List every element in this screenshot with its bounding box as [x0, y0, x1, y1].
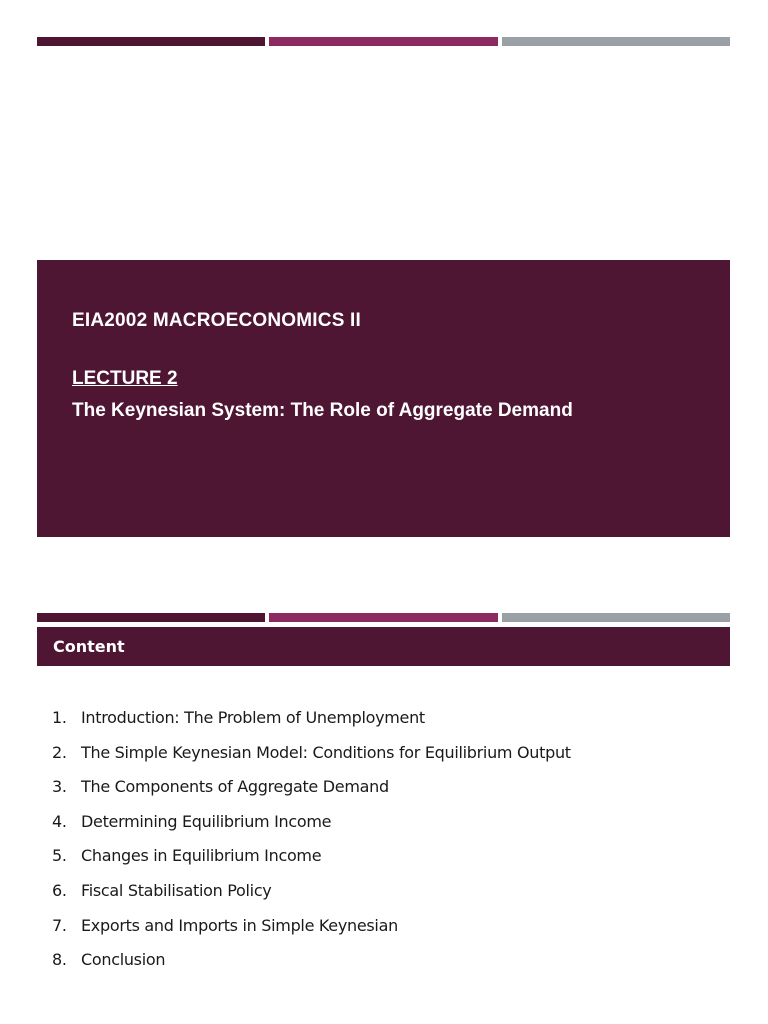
item-number: 5. [52, 846, 67, 866]
list-item [52, 846, 571, 881]
item-number: 4. [52, 811, 67, 831]
top-accent-bar [37, 37, 730, 46]
item-number: 8. [52, 950, 67, 970]
item-number: 2. [52, 742, 67, 762]
list-item [52, 950, 571, 985]
item-number: 3. [52, 777, 67, 797]
item-text: Fiscal Stabilisation Policy [81, 880, 272, 900]
accent-segment-magenta [269, 37, 497, 46]
item-text: Exports and Imports in Simple Keynesian [81, 915, 398, 935]
accent-segment-gray [502, 37, 730, 46]
item-number: 7. [52, 915, 67, 935]
content-header: Content [37, 627, 730, 666]
content-accent-bar [37, 613, 730, 622]
item-number: 1. [52, 708, 67, 727]
list-item [52, 812, 571, 847]
accent-segment-gray [502, 613, 730, 622]
course-title: EIA2002 MACROECONOMICS II [72, 310, 361, 331]
list-item [52, 916, 571, 951]
item-text: Conclusion [81, 950, 166, 970]
lecture-label: LECTURE 2 [72, 368, 178, 389]
list-item [52, 881, 571, 916]
accent-segment-dark [37, 37, 265, 46]
list-item [52, 777, 571, 812]
item-text: The Components of Aggregate Demand [81, 777, 389, 797]
accent-segment-dark [37, 613, 265, 622]
accent-segment-magenta [269, 613, 497, 622]
item-text: The Simple Keynesian Model: Conditions for Equilibrium Output [81, 742, 571, 762]
list-item [52, 708, 571, 743]
list-item [52, 743, 571, 778]
content-list [52, 708, 571, 985]
item-text: Changes in Equilibrium Income [81, 846, 322, 866]
lecture-title: The Keynesian System: The Role of Aggregate Demand [72, 400, 573, 421]
item-text: Determining Equilibrium Income [81, 811, 332, 831]
item-number: 6. [52, 880, 67, 900]
title-block [37, 260, 730, 537]
item-text: Introduction: The Problem of Unemployment [81, 708, 425, 727]
